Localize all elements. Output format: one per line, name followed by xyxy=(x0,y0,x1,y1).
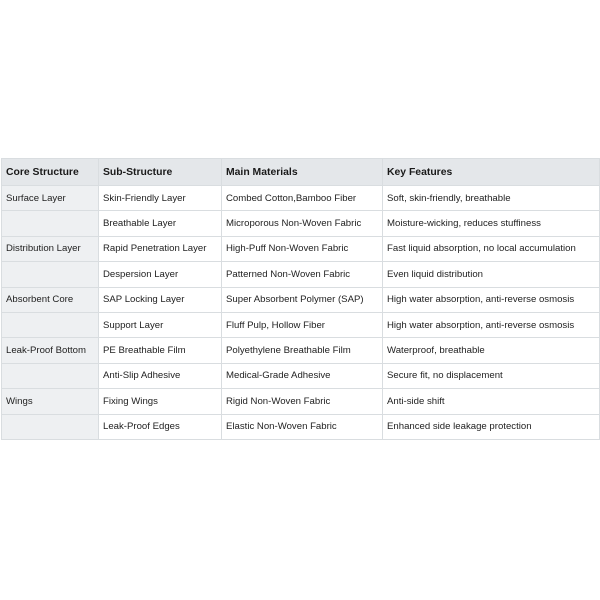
cell-main-materials: Super Absorbent Polymer (SAP) xyxy=(222,287,383,312)
cell-main-materials: Elastic Non-Woven Fabric xyxy=(222,414,383,439)
cell-sub-structure: Leak-Proof Edges xyxy=(99,414,222,439)
cell-main-materials: Fluff Pulp, Hollow Fiber xyxy=(222,312,383,337)
cell-core-structure: Surface Layer xyxy=(2,186,99,211)
cell-core-structure xyxy=(2,414,99,439)
cell-key-features: High water absorption, anti-reverse osmosis xyxy=(383,312,600,337)
header-main-materials: Main Materials xyxy=(222,159,383,186)
cell-main-materials: High-Puff Non-Woven Fabric xyxy=(222,236,383,261)
cell-core-structure: Absorbent Core xyxy=(2,287,99,312)
cell-key-features: Soft, skin-friendly, breathable xyxy=(383,186,600,211)
cell-core-structure: Wings xyxy=(2,389,99,414)
cell-sub-structure: Anti-Slip Adhesive xyxy=(99,363,222,388)
cell-key-features: Even liquid distribution xyxy=(383,262,600,287)
cell-main-materials: Rigid Non-Woven Fabric xyxy=(222,389,383,414)
cell-main-materials: Combed Cotton,Bamboo Fiber xyxy=(222,186,383,211)
cell-sub-structure: Fixing Wings xyxy=(99,389,222,414)
table-header-row xyxy=(2,159,600,186)
cell-key-features: Waterproof, breathable xyxy=(383,338,600,363)
cell-sub-structure: Breathable Layer xyxy=(99,211,222,236)
table-row xyxy=(2,262,600,287)
cell-core-structure xyxy=(2,363,99,388)
cell-key-features: Moisture-wicking, reduces stuffiness xyxy=(383,211,600,236)
table-row xyxy=(2,338,600,363)
cell-core-structure xyxy=(2,312,99,337)
structure-table xyxy=(1,158,600,440)
cell-sub-structure: SAP Locking Layer xyxy=(99,287,222,312)
cell-key-features: Secure fit, no displacement xyxy=(383,363,600,388)
cell-key-features: Anti-side shift xyxy=(383,389,600,414)
cell-main-materials: Microporous Non-Woven Fabric xyxy=(222,211,383,236)
cell-key-features: High water absorption, anti-reverse osmosis xyxy=(383,287,600,312)
structure-table-container xyxy=(1,158,599,440)
cell-main-materials: Medical-Grade Adhesive xyxy=(222,363,383,388)
cell-core-structure xyxy=(2,262,99,287)
table-row xyxy=(2,363,600,388)
cell-main-materials: Patterned Non-Woven Fabric xyxy=(222,262,383,287)
table-row xyxy=(2,414,600,439)
header-core-structure: Core Structure xyxy=(2,159,99,186)
cell-core-structure: Leak-Proof Bottom xyxy=(2,338,99,363)
cell-sub-structure: Skin-Friendly Layer xyxy=(99,186,222,211)
header-key-features: Key Features xyxy=(383,159,600,186)
table-row xyxy=(2,236,600,261)
table-row xyxy=(2,389,600,414)
cell-sub-structure: Rapid Penetration Layer xyxy=(99,236,222,261)
cell-key-features: Fast liquid absorption, no local accumulation xyxy=(383,236,600,261)
table-row xyxy=(2,312,600,337)
cell-core-structure: Distribution Layer xyxy=(2,236,99,261)
table-row xyxy=(2,287,600,312)
table-row xyxy=(2,211,600,236)
cell-key-features: Enhanced side leakage protection xyxy=(383,414,600,439)
table-row xyxy=(2,186,600,211)
cell-sub-structure: Despersion Layer xyxy=(99,262,222,287)
cell-sub-structure: Support Layer xyxy=(99,312,222,337)
cell-core-structure xyxy=(2,211,99,236)
cell-main-materials: Polyethylene Breathable Film xyxy=(222,338,383,363)
header-sub-structure: Sub-Structure xyxy=(99,159,222,186)
cell-sub-structure: PE Breathable Film xyxy=(99,338,222,363)
